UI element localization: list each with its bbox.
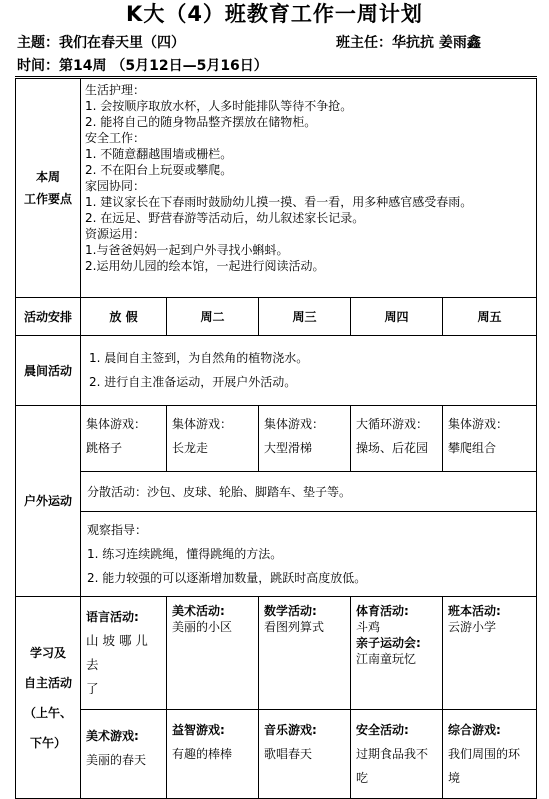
focus-line: 1. 建议家长在下春雨时鼓励幼儿摸一摸、看一看，用多种感官感受春雨。 [85, 195, 473, 209]
morning-content: 1. 晨间自主签到，为自然角的植物浇水。 2. 进行自主准备运动，开展户外活动。 [81, 336, 537, 406]
activity-cell: 体育活动: 斗鸡 亲子运动会: 江南童玩忆 [351, 597, 443, 710]
language-activity-cell: 语言活动: 山 坡 哪 儿 去 了 [81, 597, 167, 710]
learning-row-2 [16, 710, 537, 799]
outdoor-observe: 观察指导： 1. 练习连续跳绳，懂得跳绳的方法。 2. 能力较强的可以逐渐增加数量，跳跃时高度放低。 [81, 512, 537, 597]
outdoor-game-cell: 集体游戏： 长龙走 [167, 406, 259, 472]
morning-label: 晨间活动 [16, 336, 81, 406]
activity-cell: 班本活动: 云游小学 [443, 597, 537, 710]
morning-row [16, 336, 537, 406]
day-header-tue: 周二 [167, 298, 259, 336]
focus-line: 资源运用： [85, 227, 146, 241]
outdoor-label: 户外运动 [16, 406, 81, 597]
schedule-label: 活动安排 [16, 298, 81, 336]
focus-line: 1. 会按顺序取放水杯，人多时能排队等待不争抢。 [85, 99, 353, 113]
activity-cell: 美术活动: 美丽的小区 [167, 597, 259, 710]
focus-line: 家园协同： [85, 179, 146, 193]
day-header-thu: 周四 [351, 298, 443, 336]
focus-line: 1. 不随意翻越围墙或栅栏。 [85, 147, 233, 161]
focus-line: 2. 能将自己的随身物品整齐摆放在储物柜。 [85, 115, 317, 129]
day-header-fri: 周五 [443, 298, 537, 336]
art-game-cell: 美术游戏: 美丽的春天 [81, 710, 167, 799]
day-header-mon: 放 假 [81, 298, 167, 336]
outdoor-game-cell: 大循环游戏： 操场、后花园 [351, 406, 443, 472]
schedule-row [16, 298, 537, 336]
outdoor-game-cell: 集体游戏： 攀爬组合 [443, 406, 537, 472]
theme-line: 主题：我们在春天里（四） [17, 35, 185, 51]
weekly-plan-table [15, 76, 537, 799]
activity-cell: 综合游戏: 我们周围的环 境 [443, 710, 537, 799]
focus-content [81, 78, 537, 298]
activity-cell: 安全活动: 过期食品我不 吃 [351, 710, 443, 799]
activity-cell: 音乐游戏: 歌唱春天 [259, 710, 351, 799]
focus-line: 生活护理： [85, 83, 146, 97]
outdoor-game-cell: 集体游戏： 大型滑梯 [259, 406, 351, 472]
focus-line: 2. 在远足、野营春游等活动后，幼儿叙述家长记录。 [85, 211, 365, 225]
focus-line: 安全工作： [85, 131, 146, 145]
day-header-wed: 周三 [259, 298, 351, 336]
outdoor-games-row [16, 406, 537, 472]
focus-row [16, 78, 537, 298]
outdoor-game-cell: 集体游戏： 跳格子 [81, 406, 167, 472]
activity-cell: 数学活动: 看图列算式 [259, 597, 351, 710]
outdoor-scattered: 分散活动：沙包、皮球、轮胎、脚踏车、垫子等。 [81, 472, 537, 512]
page-title: K大（4）班教育工作一周计划 [126, 2, 423, 26]
learning-row-1 [16, 597, 537, 710]
focus-line: 2. 不在阳台上玩耍或攀爬。 [85, 163, 233, 177]
focus-line: 2.运用幼儿园的绘本馆，一起进行阅读活动。 [85, 259, 325, 273]
focus-label: 本周 工作要点 [16, 78, 81, 298]
outdoor-scattered-row [16, 472, 537, 512]
time-line: 时间：第14周 （5月12日—5月16日） [17, 58, 268, 74]
activity-cell: 益智游戏: 有趣的棒棒 [167, 710, 259, 799]
teacher-line: 班主任：华抗抗 姜雨鑫 [336, 35, 481, 51]
learning-label: 学习及 自主活动 （上午、 下午） [16, 597, 81, 799]
outdoor-observe-row [16, 512, 537, 597]
focus-line: 1.与爸爸妈妈一起到户外寻找小蝌蚪。 [85, 243, 289, 257]
